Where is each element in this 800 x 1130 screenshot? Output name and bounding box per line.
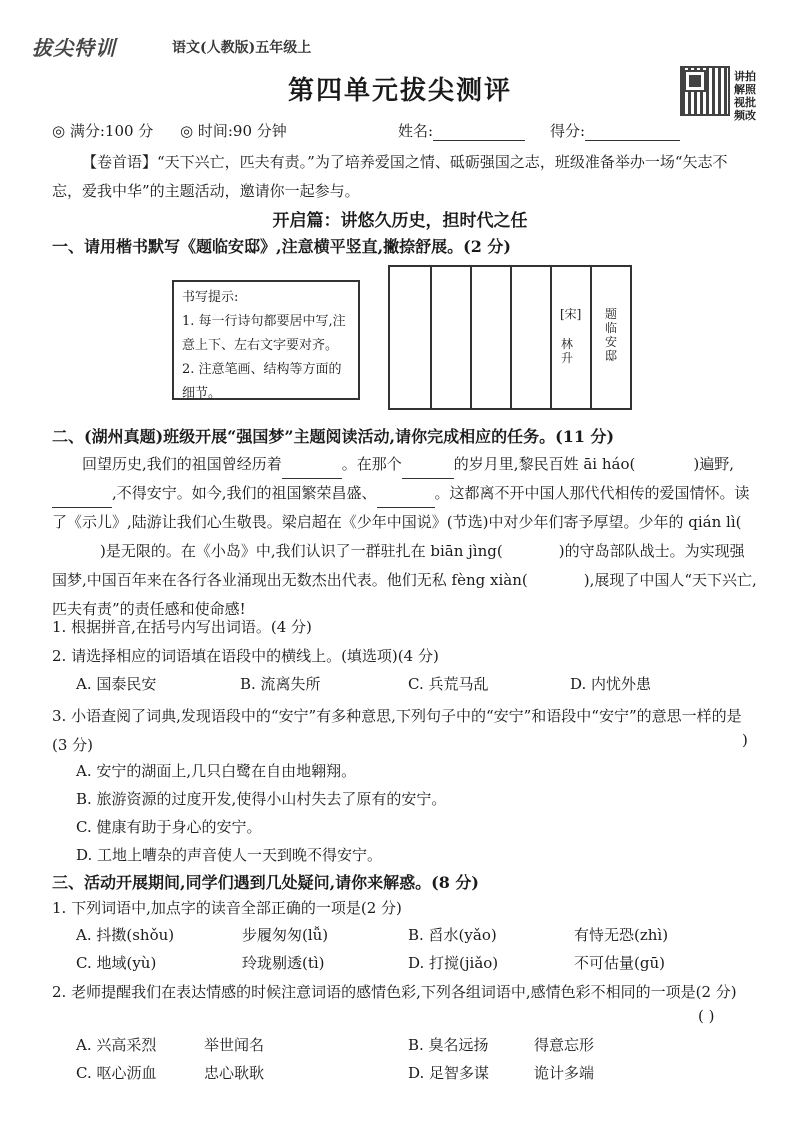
subject-label: 语文(人教版)五年级上 xyxy=(172,40,312,56)
option-d[interactable]: D. 足智多谋 xyxy=(408,1064,490,1082)
option-a[interactable]: A. 兴高采烈 xyxy=(76,1036,157,1054)
grid-line xyxy=(590,267,592,408)
blank-1[interactable] xyxy=(282,462,342,479)
blank-3[interactable] xyxy=(52,491,112,508)
score-field[interactable] xyxy=(550,120,680,141)
option-d-2: 不可估量(gū) xyxy=(574,954,665,972)
writing-grid[interactable] xyxy=(388,265,632,410)
option-c-2: 忠心耿耿 xyxy=(204,1064,265,1082)
option-c[interactable]: C. 兵荒马乱 xyxy=(408,675,489,693)
full-score: ◎ 满分:100 分 xyxy=(52,122,154,140)
q2-sub3: 3. 小语查阅了词典,发现语段中的“安宁”有多种意思,下列句子中的“安宁”和语段中“安宁”的意思一样的是(3 分) xyxy=(52,707,742,754)
option-a[interactable]: A. 抖擞(shǒu) xyxy=(76,926,175,944)
name-input[interactable] xyxy=(433,126,525,141)
time-limit: ◎ 时间:90 分钟 xyxy=(180,122,287,140)
option-d[interactable]: D. 打搅(jiǎo) xyxy=(408,954,499,972)
section-title: 开启篇：讲悠久历史，担时代之任 xyxy=(272,211,528,231)
q2-sub2: 2. 请选择相应的词语填在语段中的横线上。(填选项)(4 分) xyxy=(52,647,439,665)
poem-author: 林升 xyxy=(560,337,573,365)
score-input[interactable] xyxy=(585,126,680,141)
q2-passage: 回望历史,我们的祖国曾经历着 。在那个 的岁月里,黎民百姓 āi háo( )遍野,,不得安宁。如今,我们的祖国繁荣昌盛、 。这都离不开中国人那代代相传的爱国情怀。读了《示儿》,陆游让我们心生敬畏。梁启超在《少年中国说》(节选)中对少年们寄予厚望。少年的 qián lì()是无限的。在《小岛》中,我们认识了一群驻扎在 biān jìng( )的守岛部队战士。为实现强国梦,中国百年来在各行各业涌现出无数杰出代表。他们无私 fèng xiàn( ),展现了中国人“天下兴亡,匹夫有责”的责任感和使命感! xyxy=(52,455,757,618)
option-b[interactable]: B. 臭名远扬 xyxy=(408,1036,489,1054)
name-field[interactable] xyxy=(398,120,525,141)
hint-title: 书写提示: xyxy=(182,290,239,305)
option-b[interactable]: B. 旅游资源的过度开发,使得小山村失去了原有的安宁。 xyxy=(76,790,447,808)
option-b[interactable]: B. 舀水(yǎo) xyxy=(408,926,497,944)
option-a[interactable]: A. 国泰民安 xyxy=(76,675,157,693)
blank-4[interactable] xyxy=(377,491,435,508)
q2-heading: 二、(湖州真题)班级开展“强国梦”主题阅读活动,请你完成相应的任务。(11 分) xyxy=(52,427,615,446)
grid-line xyxy=(470,267,472,408)
option-d[interactable]: D. 工地上嘈杂的声音使人一天到晚不得安宁。 xyxy=(76,846,383,864)
q1-heading: 一、请用楷书默写《题临安邸》,注意横平竖直,撇捺舒展。(2 分) xyxy=(52,237,511,256)
answer-paren[interactable]: ( ) xyxy=(698,1007,715,1025)
page-title: 第四单元拔尖测评 xyxy=(287,76,512,106)
q3-sub2: 2. 老师提醒我们在表达情感的时候注意词语的感情色彩,下列各组词语中,感情色彩不相同的一项是(2 分) xyxy=(52,983,737,1001)
qr-caption: 讲拍解照视批频改 xyxy=(734,70,756,122)
option-a[interactable]: A. 安宁的湖面上,几只白鹭在自由地翱翔。 xyxy=(76,762,357,780)
option-c[interactable]: C. 呕心沥血 xyxy=(76,1064,157,1082)
option-c-2: 玲珑剔透(tì) xyxy=(242,954,325,972)
blank-2[interactable] xyxy=(402,462,454,479)
hint-item: 1. 每一行诗句都要居中写,注意上下、左右文字要对齐。 xyxy=(182,314,346,353)
writing-hint-box xyxy=(172,280,360,400)
option-b[interactable]: B. 流离失所 xyxy=(240,675,321,693)
option-b-2: 有恃无恐(zhì) xyxy=(574,926,669,944)
option-c[interactable]: C. 地域(yù) xyxy=(76,954,157,972)
hint-item: 2. 注意笔画、结构等方面的细节。 xyxy=(182,362,342,401)
intro-paragraph: 【卷首语】“天下兴亡，匹夫有责。”为了培养爱国之情、砥砺强国之志，班级准备举办一场“矢志不忘，爱我中华”的主题活动，邀请你一起参与。 xyxy=(52,153,728,200)
grid-line xyxy=(430,267,432,408)
option-d-2: 诡计多端 xyxy=(534,1064,595,1082)
q2-sub1: 1. 根据拼音,在括号内写出词语。(4 分) xyxy=(52,618,312,636)
poem-dynasty: [宋] xyxy=(560,307,582,321)
poem-title: 题临安邸 xyxy=(604,307,617,363)
name-label: 姓名: xyxy=(398,122,434,140)
option-b-2: 得意忘形 xyxy=(534,1036,595,1054)
brand-logo: 拔尖特训 xyxy=(32,36,116,60)
grid-line xyxy=(550,267,552,408)
q3-heading: 三、活动开展期间,同学们遇到几处疑问,请你来解惑。(8 分) xyxy=(52,873,479,892)
option-a-2: 步履匆匆(lǚ) xyxy=(242,926,329,944)
score-label: 得分: xyxy=(550,122,586,140)
qr-code-icon[interactable] xyxy=(680,66,730,116)
option-d[interactable]: D. 内忧外患 xyxy=(570,675,652,693)
option-c[interactable]: C. 健康有助于身心的安宁。 xyxy=(76,818,262,836)
answer-paren[interactable]: ) xyxy=(742,731,748,749)
grid-line xyxy=(510,267,512,408)
option-a-2: 举世闻名 xyxy=(204,1036,265,1054)
q3-sub1: 1. 下列词语中,加点字的读音全部正确的一项是(2 分) xyxy=(52,899,402,917)
